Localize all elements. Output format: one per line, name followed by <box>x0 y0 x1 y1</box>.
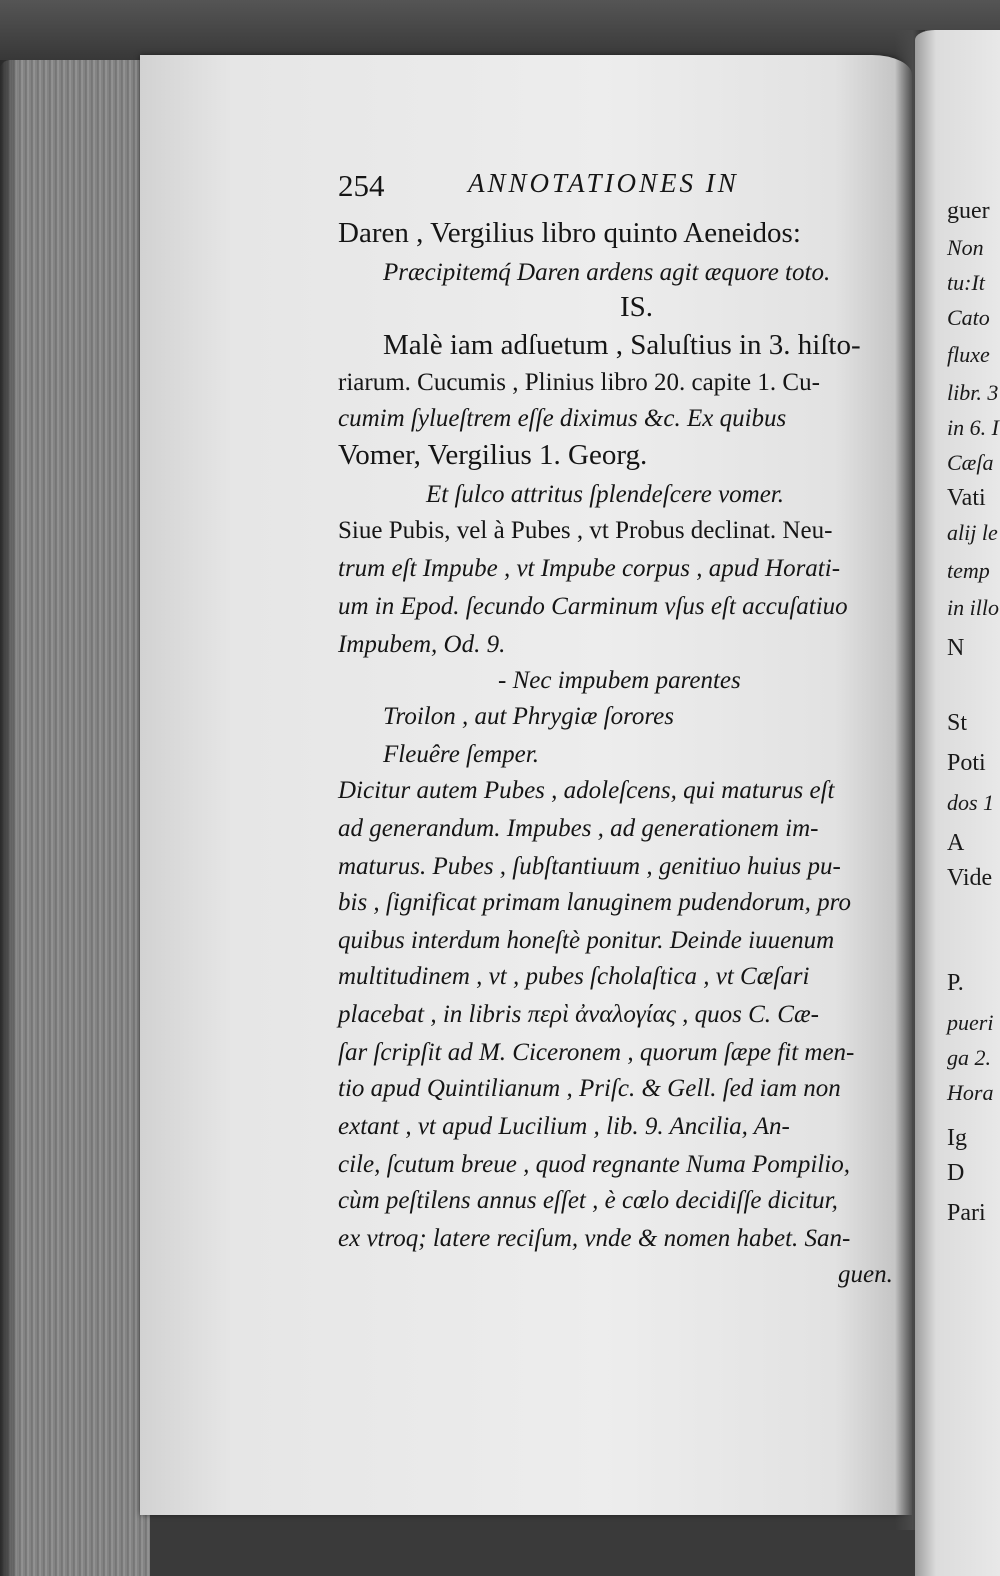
right-line: fluxe <box>947 342 990 367</box>
text-line: trum eſt Impube , vt Impube corpus , apud Horati- <box>338 555 841 582</box>
text-line: Troilon , aut Phrygiæ ſorores <box>383 703 675 730</box>
section-heading: IS. <box>620 291 654 323</box>
text-line: quibus interdum honeſtè ponitur. Deinde iuuenum <box>338 927 835 954</box>
text-line: ex vtroq; latere reciſum, vnde & nomen habet. San- <box>338 1225 851 1252</box>
text-line: bis , ſignificat primam lanuginem pudendorum, pro <box>338 889 851 916</box>
right-line: dos 1 <box>947 790 995 815</box>
text-line: Impubem, Od. 9. <box>338 631 506 658</box>
text-line: tio apud Quintilianum , Priſc. & Gell. ſed iam non <box>338 1075 841 1102</box>
right-line: P. <box>947 970 964 996</box>
right-line: N <box>947 635 965 661</box>
right-line: temp <box>947 558 990 583</box>
text-line: Et ſulco attritus ſplendeſcere vomer. <box>426 481 785 508</box>
right-line: Cæſa <box>947 450 994 475</box>
catchword: guen. <box>838 1261 893 1288</box>
right-line: Pari <box>947 1200 986 1226</box>
right-line: alij le <box>947 520 998 545</box>
text-line: multitudinem , vt , pubes ſcholaſtica , vt Cæſari <box>338 963 810 990</box>
text-line: maturus. Pubes , ſubſtantiuum , genitiuo huius pu- <box>338 853 841 880</box>
right-line: St <box>947 710 968 736</box>
text-line: placebat , in libris περὶ ἀναλογίας , quos C. Cæ- <box>338 1001 819 1028</box>
text-line: Siue Pubis, vel à Pubes , vt Probus declinat. Neu- <box>338 517 833 544</box>
right-line: Hora <box>947 1080 994 1105</box>
right-line: Cato <box>947 305 990 330</box>
right-line: Vide <box>947 865 993 891</box>
text-line: ſar ſcripſit ad M. Ciceronem , quorum ſæpe fit men- <box>338 1039 855 1066</box>
right-line: in illo <box>947 595 999 620</box>
right-line: in 6. I <box>947 415 999 440</box>
running-head: ANNOTATIONES IN <box>468 168 739 198</box>
page-edges <box>0 60 150 1576</box>
text-line: riarum. Cucumis , Plinius libro 20. capite 1. Cu- <box>338 369 820 396</box>
right-page-fragment <box>915 30 1000 1576</box>
right-line: Poti <box>947 750 986 776</box>
text-line: Dicitur autem Pubes , adoleſcens, qui maturus eſt <box>338 777 835 804</box>
text-line: - Nec impubem parentes <box>498 667 741 694</box>
text-line: ad generandum. Impubes , ad generationem im- <box>338 815 819 842</box>
right-line: A <box>947 830 965 856</box>
right-line: guer <box>947 198 990 224</box>
text-line: Præcipitemq́ Daren ardens agit æquore toto. <box>383 259 831 286</box>
text-line: Vomer, Vergilius 1. Georg. <box>338 439 648 471</box>
text-line: Daren , Vergilius libro quinto Aeneidos: <box>338 217 801 249</box>
right-line: tu:It <box>947 270 985 295</box>
text-line: cùm peſtilens annus eſſet , è cœlo decidiſſe dicitur, <box>338 1187 838 1214</box>
text-line: um in Epod. ſecundo Carminum vſus eſt accuſatiuo <box>338 593 848 620</box>
text-line: Malè iam adſuetum , Saluſtius in 3. hiſto- <box>383 329 861 361</box>
page-number: 254 <box>338 168 385 203</box>
right-line: Vati <box>947 485 986 511</box>
text-line: cumim ſylueſtrem eſſe diximus &c. Ex quibus <box>338 405 787 432</box>
right-line: D <box>947 1160 965 1186</box>
right-line: ga 2. <box>947 1045 991 1070</box>
right-line: pueri <box>947 1010 994 1035</box>
right-line: libr. 3 <box>947 380 999 405</box>
text-line: cile, ſcutum breue , quod regnante Numa Pompilio, <box>338 1151 850 1178</box>
text-line: extant , vt apud Lucilium , lib. 9. Ancilia, An- <box>338 1113 790 1140</box>
right-line: Non <box>947 235 984 260</box>
text-line: Fleuêre ſemper. <box>383 741 539 768</box>
right-line: Ig <box>947 1125 967 1151</box>
